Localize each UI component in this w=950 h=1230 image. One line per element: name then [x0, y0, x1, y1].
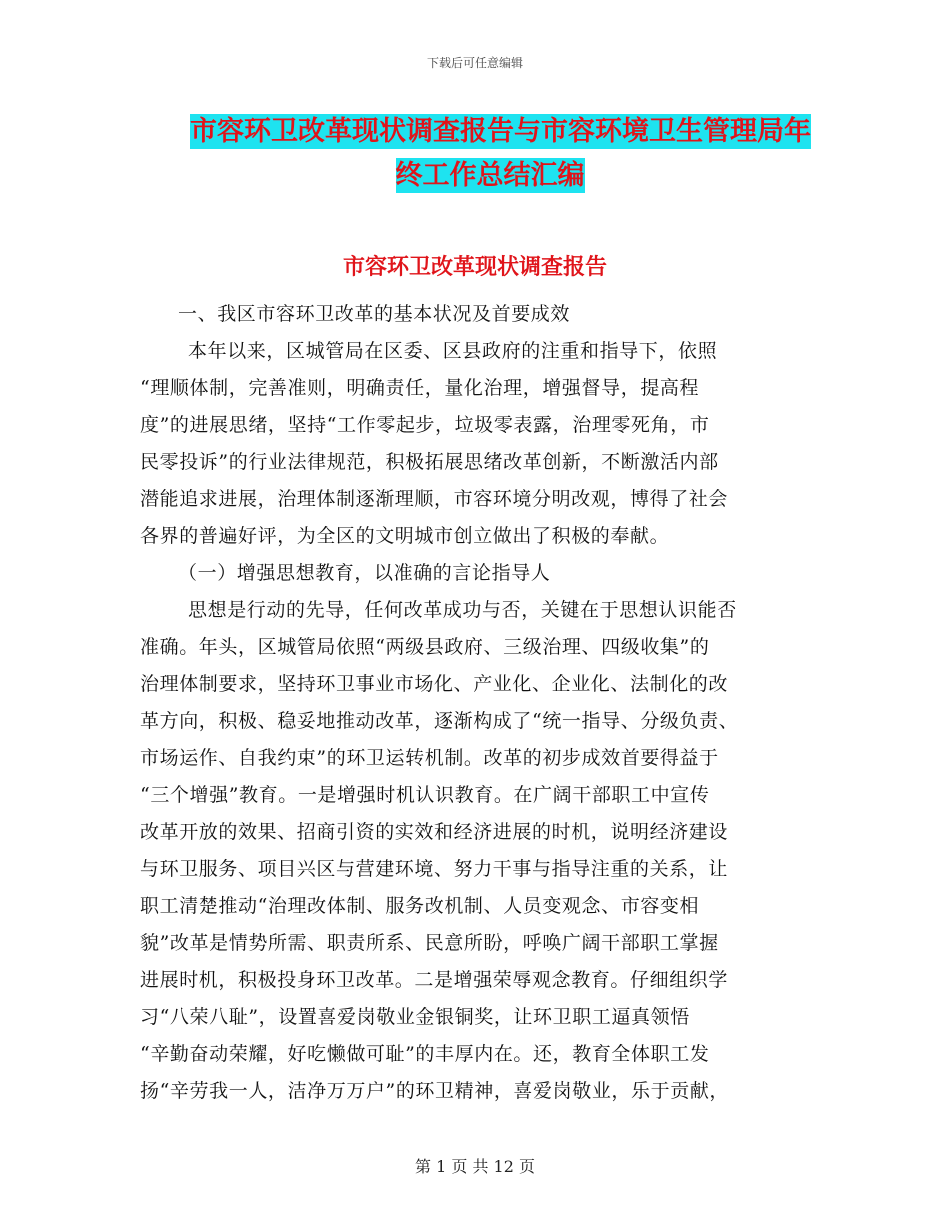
- body-line: 习“八荣八耻”，设置喜爱岗敬业金银铜奖，让环卫职工逼真领悟: [140, 1006, 690, 1028]
- body-text: [140, 296, 810, 1110]
- body-line: 各界的普遍好评，为全区的文明城市创立做出了积极的奉献。: [140, 525, 670, 547]
- body-line: 貌”改革是情势所需、职责所系、民意所盼，呼唤广阔干部职工掌握: [140, 932, 719, 954]
- title-line-2-text: 终工作总结汇编: [395, 160, 585, 191]
- body-line: “三个增强”教育。一是增强时机认识教育。在广阔干部职工中宣传: [140, 784, 710, 806]
- body-line: 与环卫服务、项目兴区与营建环境、努力干事与指导注重的关系，让: [140, 858, 729, 880]
- body-line: 思想是行动的先导，任何改革成功与否，关键在于思想认识能否: [188, 599, 737, 621]
- body-line: “辛勤奋动荣耀，好吃懒做可耻”的丰厚内在。还，教育全体职工发: [140, 1043, 710, 1065]
- body-line: 市场运作、自我约束”的环卫运转机制。改革的初步成效首要得益于: [140, 747, 719, 769]
- body-line: 职工清楚推动“治理改体制、服务改机制、人员变观念、市容变相: [140, 895, 700, 917]
- title-line-2: [190, 154, 810, 198]
- body-line: （一）增强思想教育，以准确的言论指导人: [178, 562, 551, 584]
- body-line: 潜能追求进展，治理体制逐渐理顺，市容环境分明改观，博得了社会: [140, 488, 729, 510]
- title-line-1-text: 市容环卫改革现状调查报告与市容环境卫生管理局年: [190, 116, 811, 147]
- document-title: [190, 110, 810, 198]
- header-note: 下载后可任意编辑: [426, 56, 523, 70]
- body-line: 度”的进展思绪，坚持“工作零起步，垃圾零表露，治理零死角，市: [140, 414, 710, 436]
- body-line: 一、我区市容环卫改革的基本状况及首要成效: [178, 303, 571, 325]
- title-line-1: [190, 110, 810, 154]
- body-line: 进展时机，积极投身环卫改革。二是增强荣辱观念教育。仔细组织学: [140, 969, 729, 991]
- body-line: 准确。年头，区城管局依照“两级县政府、三级治理、四级收集”的: [140, 636, 710, 658]
- body-line: 治理体制要求，坚持环卫事业市场化、产业化、企业化、法制化的改: [140, 673, 729, 695]
- body-line: 民零投诉”的行业法律规范，积极拓展思绪改革创新，不断激活内部: [140, 451, 719, 473]
- body-line: 扬“辛劳我一人，洁净万万户”的环卫精神，喜爱岗敬业，乐于贡献，: [140, 1080, 730, 1102]
- body-line: 本年以来，区城管局在区委、区县政府的注重和指导下，依照: [188, 340, 718, 362]
- body-line: 改革开放的效果、招商引资的实效和经济进展的时机，说明经济建设: [140, 821, 729, 843]
- page-number-footer: 第 1 页 共 12 页: [415, 1157, 535, 1176]
- section-title: 市容环卫改革现状调查报告: [342, 255, 607, 280]
- body-line: 革方向，积极、稳妥地推动改革，逐渐构成了“统一指导、分级负责、: [140, 710, 739, 732]
- body-line: “理顺体制，完善准则，明确责任，量化治理，增强督导，提高程: [140, 377, 700, 399]
